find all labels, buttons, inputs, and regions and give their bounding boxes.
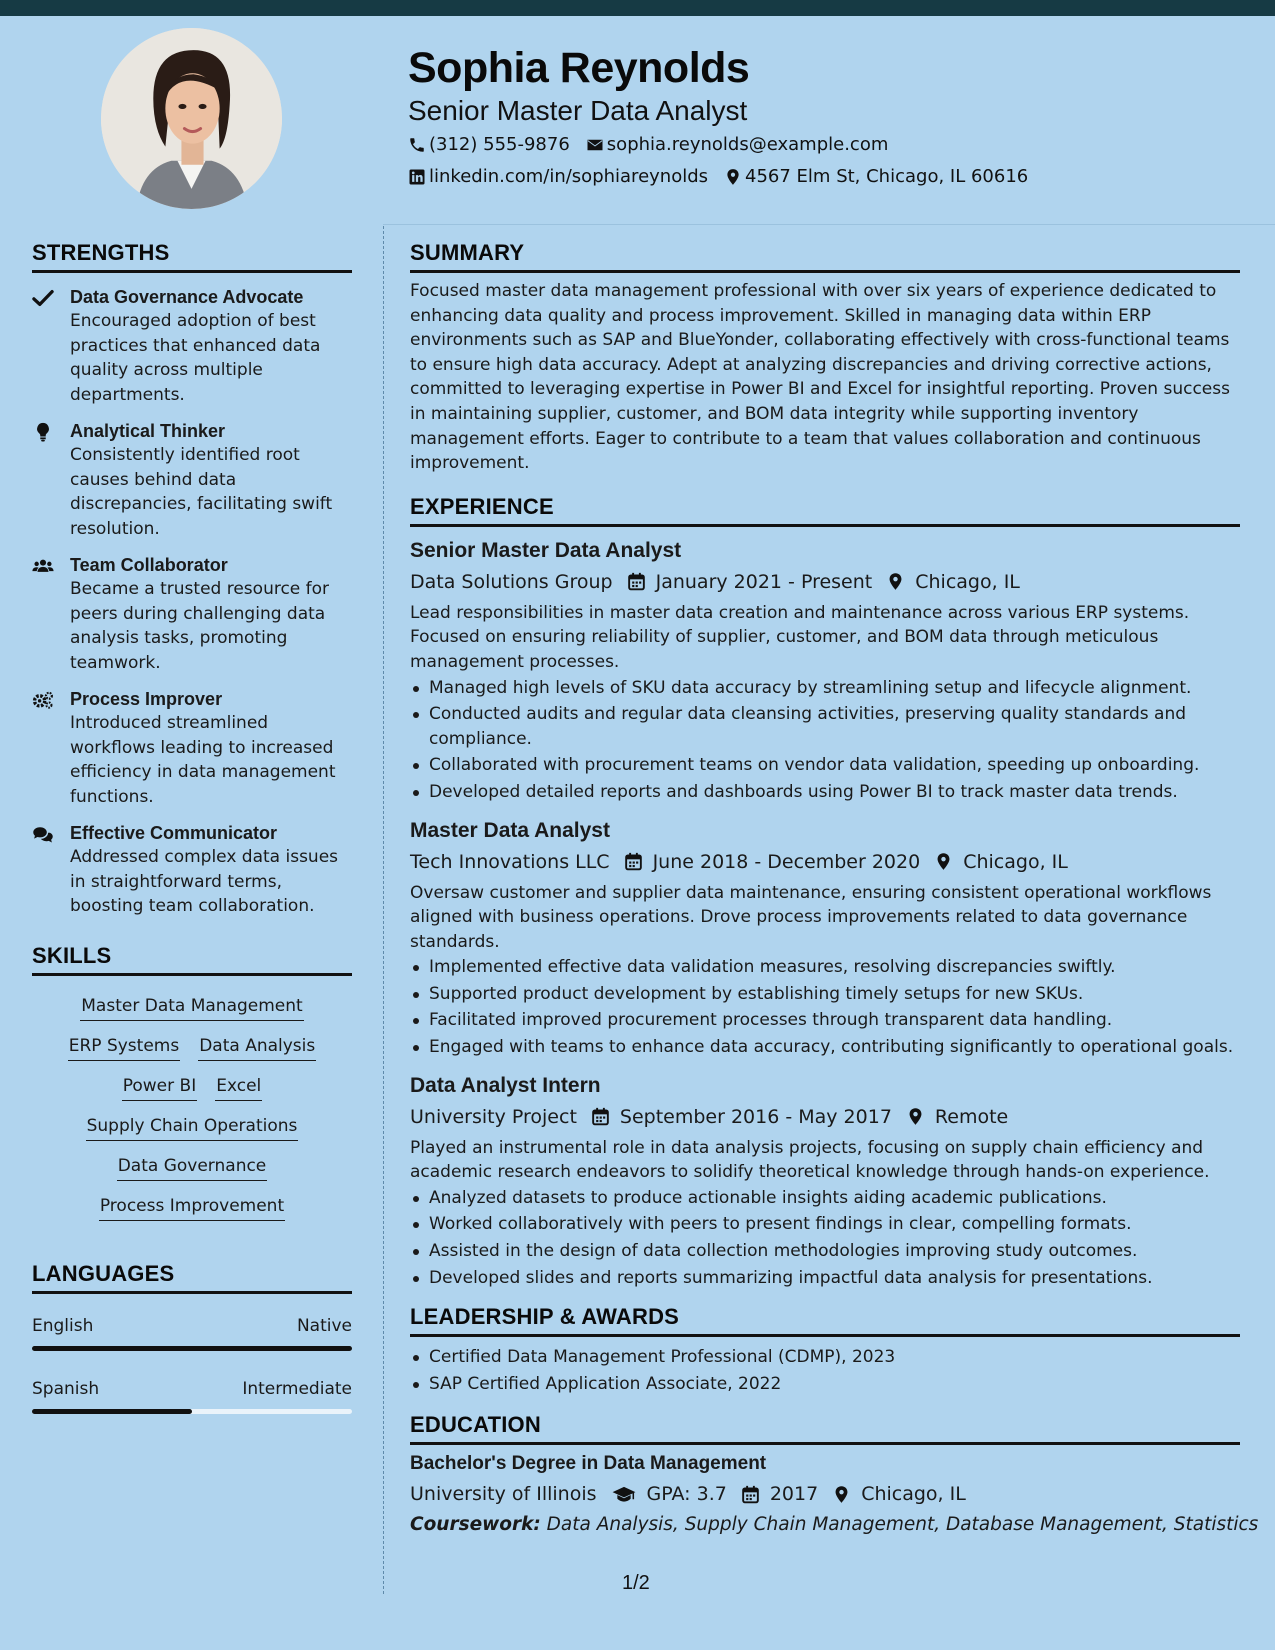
job-dates-item (624, 847, 921, 877)
job-location-item (934, 847, 1068, 877)
users-icon (32, 556, 54, 576)
job-bullet: Assisted in the design of data collection methodologies improving study outcomes. (410, 1239, 1240, 1264)
summary-heading: SUMMARY (410, 240, 1240, 273)
contact-linkedin[interactable] (408, 166, 708, 187)
skill-tag: Supply Chain Operations (86, 1114, 299, 1141)
graduation-cap-icon (611, 1485, 637, 1504)
company-name: University Project (410, 1105, 577, 1128)
language-item (32, 1316, 352, 1351)
awards-list (410, 1345, 1240, 1396)
education-heading: EDUCATION (410, 1412, 1240, 1445)
skill-tag: ERP Systems (68, 1034, 180, 1061)
skills-list (32, 994, 352, 1221)
job-bullet: Implemented effective data validation measures, resolving discrepancies swiftly. (410, 955, 1240, 980)
experience-heading: EXPERIENCE (410, 494, 1240, 527)
strength-title: Team Collaborator (70, 555, 228, 575)
job-entry (410, 1072, 1240, 1291)
company-name: Tech Innovations LLC (410, 850, 610, 873)
company-name: Data Solutions Group (410, 570, 613, 593)
envelope-icon (586, 136, 604, 154)
job-location: Remote (934, 1105, 1009, 1128)
strength-title: Analytical Thinker (70, 421, 226, 441)
language-name: Spanish (32, 1378, 100, 1399)
coursework-text: Data Analysis, Supply Chain Management, Database Management, Statistics (546, 1514, 1259, 1536)
lightbulb-icon (32, 422, 54, 442)
language-level: Intermediate (242, 1378, 352, 1399)
right-column (410, 240, 1259, 1539)
job-location-item (886, 567, 1020, 597)
job-entry (410, 537, 1240, 805)
skill-tag: Master Data Management (80, 994, 303, 1021)
job-meta (410, 1102, 1240, 1132)
job-bullet: Analyzed datasets to produce actionable insights aiding academic publications. (410, 1186, 1240, 1211)
job-bullet: Developed detailed reports and dashboards using Power BI to track master data trends. (410, 780, 1240, 805)
summary-text: Focused master data management professional with over six years of experience dedicated to enhancing data quality and process improvement. Skilled in managing data within ERP environments such as SAP and BlueYonder, collaborating effectively with cross-functional teams to ensure high data accuracy. Adept at analyzing discrepancies and driving corrective actions, committed to leveraging expertise in Power BI and Excel for insightful reporting. Proven success in maintaining supplier, customer, and BOM data integrity while supporting inventory management efforts. Eager to contribute to a team that values collaboration and continuous improvement. (410, 281, 1230, 474)
email-text: sophia.reynolds@example.com (606, 134, 889, 155)
skill-tag: Excel (215, 1074, 262, 1101)
job-meta (410, 567, 1240, 597)
strength-title: Effective Communicator (70, 823, 278, 843)
calendar-icon (624, 852, 643, 871)
language-name: English (32, 1315, 94, 1336)
calendar-icon (741, 1485, 760, 1504)
job-location: Chicago, IL (915, 570, 1020, 593)
profile-photo (101, 28, 282, 209)
coursework (410, 1511, 1259, 1539)
strength-item (32, 553, 352, 675)
map-pin-icon (886, 572, 905, 591)
contact-phone[interactable] (408, 134, 570, 155)
calendar-icon (627, 572, 646, 591)
address-text: 4567 Elm St, Chicago, IL 60616 (745, 166, 1029, 187)
strength-item (32, 821, 352, 919)
language-level: Native (296, 1315, 352, 1336)
job-location-item (906, 1102, 1008, 1132)
linkedin-text: linkedin.com/in/sophiareynolds (429, 166, 709, 187)
strength-item (32, 419, 352, 541)
map-pin-icon (934, 852, 953, 871)
coursework-label: Coursework: (410, 1514, 541, 1536)
candidate-name: Sophia Reynolds (408, 44, 750, 92)
job-description: Lead responsibilities in master data creation and maintenance across various ERP systems. Focused on ensuring reliability of supplier, customer, and BOM data through meticulous management processes. (410, 602, 1190, 672)
languages-heading: LANGUAGES (32, 1261, 352, 1294)
job-dates: September 2016 - May 2017 (619, 1105, 892, 1128)
contact-email[interactable] (586, 134, 889, 155)
job-title: Senior Master Data Analyst (410, 538, 682, 562)
gpa-text: GPA: 3.7 (646, 1483, 727, 1506)
strength-desc: Introduced streamlined workflows leading to increased efficiency in data management functions. (70, 713, 336, 807)
award-item: SAP Certified Application Associate, 2022 (410, 1372, 1240, 1397)
job-location: Chicago, IL (963, 850, 1068, 873)
award-item: Certified Data Management Professional (CDMP), 2023 (410, 1345, 1240, 1370)
check-icon (32, 288, 54, 308)
job-description: Oversaw customer and supplier data maintenance, ensuring consistent operational workflows aligned with business operations. Drove process improvements related to data governance standards. (410, 882, 1212, 952)
strength-item (32, 285, 352, 407)
job-bullets (410, 676, 1240, 805)
candidate-title: Senior Master Data Analyst (408, 95, 748, 126)
job-meta (410, 847, 1240, 877)
strength-title: Data Governance Advocate (70, 287, 304, 307)
job-dates-item (627, 567, 873, 597)
phone-icon (408, 136, 426, 154)
job-bullet: Collaborated with procurement teams on vendor data validation, speeding up onboarding. (410, 753, 1240, 778)
strength-desc: Became a trusted resource for peers during challenging data analysis tasks, promoting teamwork. (70, 579, 330, 673)
contact-address (724, 166, 1028, 187)
year-text: 2017 (769, 1483, 819, 1506)
job-dates-item (591, 1102, 892, 1132)
left-column (32, 240, 352, 1414)
edu-location-item (832, 1479, 966, 1509)
page-number: 1/2 (622, 1572, 650, 1594)
skill-tag: Data Analysis (198, 1034, 316, 1061)
calendar-icon (591, 1107, 610, 1126)
job-bullet: Supported product development by establishing timely setups for new SKUs. (410, 982, 1240, 1007)
skill-tag: Process Improvement (99, 1194, 285, 1221)
job-title: Data Analyst Intern (410, 1073, 601, 1097)
strength-desc: Consistently identified root causes behind data discrepancies, facilitating swift resolution. (70, 445, 333, 539)
education-meta (410, 1479, 1240, 1509)
language-proficiency-bar (32, 1346, 352, 1351)
strengths-heading: STRENGTHS (32, 240, 352, 273)
awards-heading: LEADERSHIP & AWARDS (410, 1304, 1240, 1337)
header-divider (383, 224, 1275, 225)
skills-heading: SKILLS (32, 943, 352, 976)
language-proficiency-fill (32, 1346, 352, 1351)
language-proficiency-fill (32, 1409, 192, 1414)
edu-location-text: Chicago, IL (861, 1483, 966, 1506)
language-proficiency-bar (32, 1409, 352, 1414)
portrait-image (101, 28, 282, 209)
job-bullets (410, 955, 1240, 1059)
job-bullets (410, 1186, 1240, 1290)
job-dates: June 2018 - December 2020 (652, 850, 921, 873)
phone-text: (312) 555-9876 (429, 134, 570, 155)
job-bullet: Facilitated improved procurement processes through transparent data handling. (410, 1008, 1240, 1033)
strength-item (32, 687, 352, 809)
gears-icon (32, 690, 54, 710)
job-bullet: Engaged with teams to enhance data accuracy, contributing significantly to operational goals. (410, 1035, 1240, 1060)
job-bullet: Conducted audits and regular data cleansing activities, preserving quality standards and compliance. (410, 702, 1240, 751)
column-divider (383, 226, 384, 1594)
strength-desc: Encouraged adoption of best practices that enhanced data quality across multiple departments. (70, 311, 321, 405)
school-name: University of Illinois (410, 1483, 597, 1506)
language-item (32, 1379, 352, 1414)
contact-row-1 (408, 134, 904, 155)
map-pin-icon (906, 1107, 925, 1126)
year-item (741, 1479, 818, 1509)
skill-tag: Power BI (122, 1074, 197, 1101)
degree-title: Bachelor's Degree in Data Management (410, 1453, 767, 1475)
linkedin-icon (408, 168, 426, 186)
job-title: Master Data Analyst (410, 818, 610, 842)
job-bullet: Worked collaboratively with peers to present findings in clear, compelling formats. (410, 1212, 1240, 1237)
top-accent-bar (0, 0, 1275, 16)
comments-icon (32, 824, 54, 844)
job-entry (410, 817, 1240, 1060)
strength-title: Process Improver (70, 689, 223, 709)
map-pin-icon (832, 1485, 851, 1504)
job-description: Played an instrumental role in data analysis projects, focusing on supply chain efficiency and academic research endeavors to solidify theoretical knowledge through hands-on experience. (410, 1137, 1210, 1183)
contact-row-2 (408, 166, 1044, 187)
skill-tag: Data Governance (117, 1154, 268, 1181)
strength-desc: Addressed complex data issues in straightforward terms, boosting team collaboration. (70, 847, 339, 916)
gpa-item (611, 1479, 727, 1509)
job-bullet: Managed high levels of SKU data accuracy by streamlining setup and lifecycle alignment. (410, 676, 1240, 701)
map-pin-icon (724, 168, 742, 186)
job-bullet: Developed slides and reports summarizing impactful data analysis for presentations. (410, 1266, 1240, 1291)
job-dates: January 2021 - Present (655, 570, 873, 593)
